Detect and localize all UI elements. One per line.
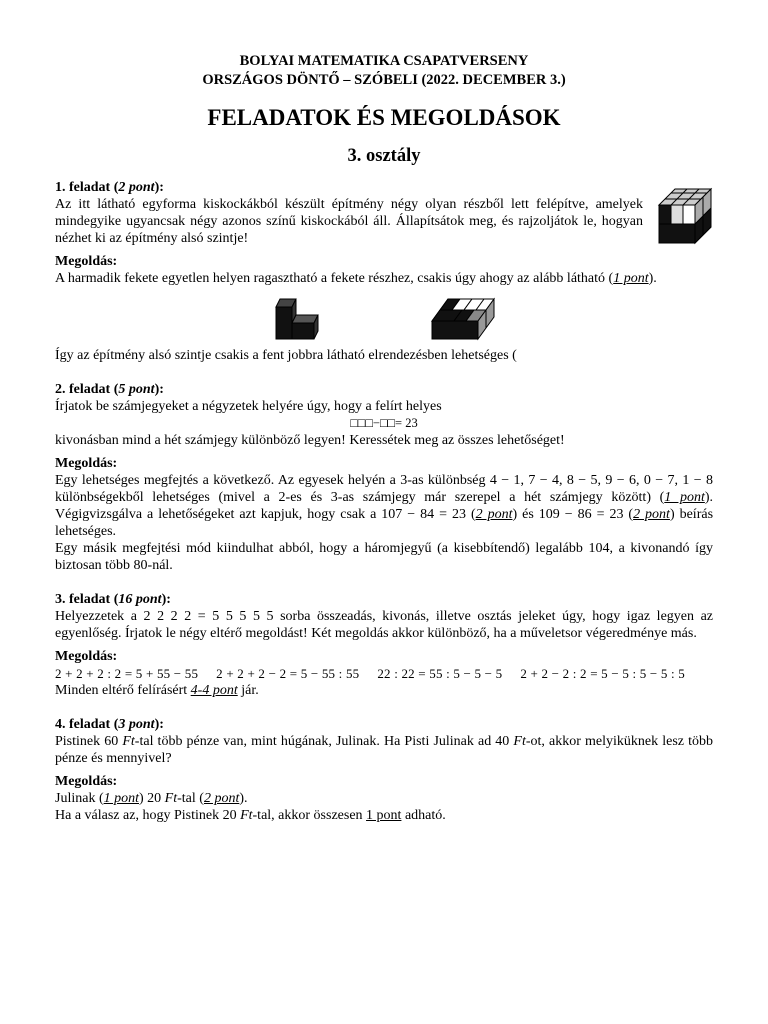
task-3-equations: [55, 665, 713, 682]
task-4-label: 4. feladat (3 pont):: [55, 717, 164, 732]
task-3-label: 3. feladat (16 pont):: [55, 592, 171, 607]
task-3: [55, 591, 713, 699]
task-1: [55, 179, 713, 364]
task-1-label: 1. feladat (2 pont):: [55, 180, 164, 195]
task-2-solution-b: Egy másik megfejtési mód kiindulhat abból, hogy a háromjegyű (a kisebbítendő) legalább 104, a kivonandó így biztosan több 80-nál.: [55, 541, 713, 573]
task-3-text: Helyezzetek a 2 2 2 2 = 5 5 5 5 5 sorba összeadás, kivonás, illetve osztás jeleket úgy, hogy igaz legyen az egyenlőség. Írjatok le négy eltérő megoldást! Két megoldás akkor különböző, ha a műveletsor végeredménye más.: [55, 609, 713, 641]
task-2-text-a: Írjatok be számjegyeket a négyzetek helyére úgy, hogy a felírt helyes: [55, 399, 442, 414]
competition-title: BOLYAI MATEMATIKA CSAPATVERSENY: [239, 53, 529, 69]
equation-1: 2 + 2 + 2 : 2 = 5 + 55 − 55: [55, 666, 199, 681]
task-4-solution-label: Megoldás:: [55, 774, 118, 789]
task-2-text-b: kivonásban mind a hét számjegy különböző legyen! Keressétek meg az összes lehetőséget!: [55, 433, 565, 448]
task-2-solution-a: Egy lehetséges megfejtés a következő. Az egyesek helyén a 3-as különbség 4 − 1, 7 − 4, 8 − 5, 9 − 6, 0 − 7, 1 − 8 különbségekből lehetséges (mivel a 2-es és 3-as számjegy már szerepel a hét számjegy között) (1 pont). Végigvizsgálva a lehetőségeket azt kapjuk, hogy csak a 107 − 84 = 23 (2 pont) és 109 − 86 = 23 (2 pont) beírás lehetséges.: [55, 473, 714, 539]
task-2-solution-label: Megoldás:: [55, 456, 118, 471]
document-title: FELADATOK ÉS MEGOLDÁSOK: [207, 105, 561, 130]
grade-title: 3. osztály: [347, 146, 421, 166]
task-1-text: Az itt látható egyforma kiskockákból készült építmény négy olyan részből lett felépítve, amelyek mindegyike ugyancsak négy azonos színű kiskockából áll. Állapítsátok meg, és rajzoljátok le, hogyan nézhet ki az építmény alsó szintje!: [55, 197, 643, 246]
equation-3: 22 : 22 = 55 : 5 − 5 − 5: [377, 666, 503, 681]
task-4-solution-a: Julinak (1 pont) 20 Ft-tal (2 pont).: [55, 791, 248, 806]
black-piece-figure: [272, 295, 322, 341]
task-4-solution-b: Ha a válasz az, hogy Pistinek 20 Ft-tal, akkor összesen 1 pont adható.: [55, 808, 446, 823]
competition-subtitle: ORSZÁGOS DÖNTŐ – SZÓBELI (2022. DECEMBER 3.): [202, 72, 566, 88]
task-4-text: Pistinek 60 Ft-tal több pénze van, mint húgának, Julinak. Ha Pisti Julinak ad 40 Ft-ot, akkor melyiküknek lesz több pénze és mennyivel?: [55, 734, 713, 766]
task-2-equation: □□□−□□= 23: [350, 416, 418, 430]
task-3-solution-text: Minden eltérő felírásért 4-4 pont jár.: [55, 683, 259, 698]
task-1-figures: [55, 295, 713, 343]
cube-building-figure: [657, 187, 713, 245]
document-page: [55, 52, 713, 824]
equation-2: 2 + 2 + 2 − 2 = 5 − 55 : 55: [216, 666, 360, 681]
equation-4: 2 + 2 − 2 : 2 = 5 − 5 : 5 − 5 : 5: [520, 666, 685, 681]
task-1-solution-label: Megoldás:: [55, 254, 118, 269]
task-4: [55, 716, 713, 824]
task-2: [55, 381, 713, 574]
task-3-solution-label: Megoldás:: [55, 649, 118, 664]
task-2-label: 2. feladat (5 pont):: [55, 382, 164, 397]
task-1-solution-b: Így az építmény alsó szintje csakis a fent jobbra látható elrendezésben lehetséges (: [55, 348, 517, 363]
task-1-solution-a: A harmadik fekete egyetlen helyen ragasztható a fekete részhez, csakis úgy ahogy az alább látható (1 pont).: [55, 271, 657, 286]
bottom-layer-figure: [430, 295, 496, 341]
